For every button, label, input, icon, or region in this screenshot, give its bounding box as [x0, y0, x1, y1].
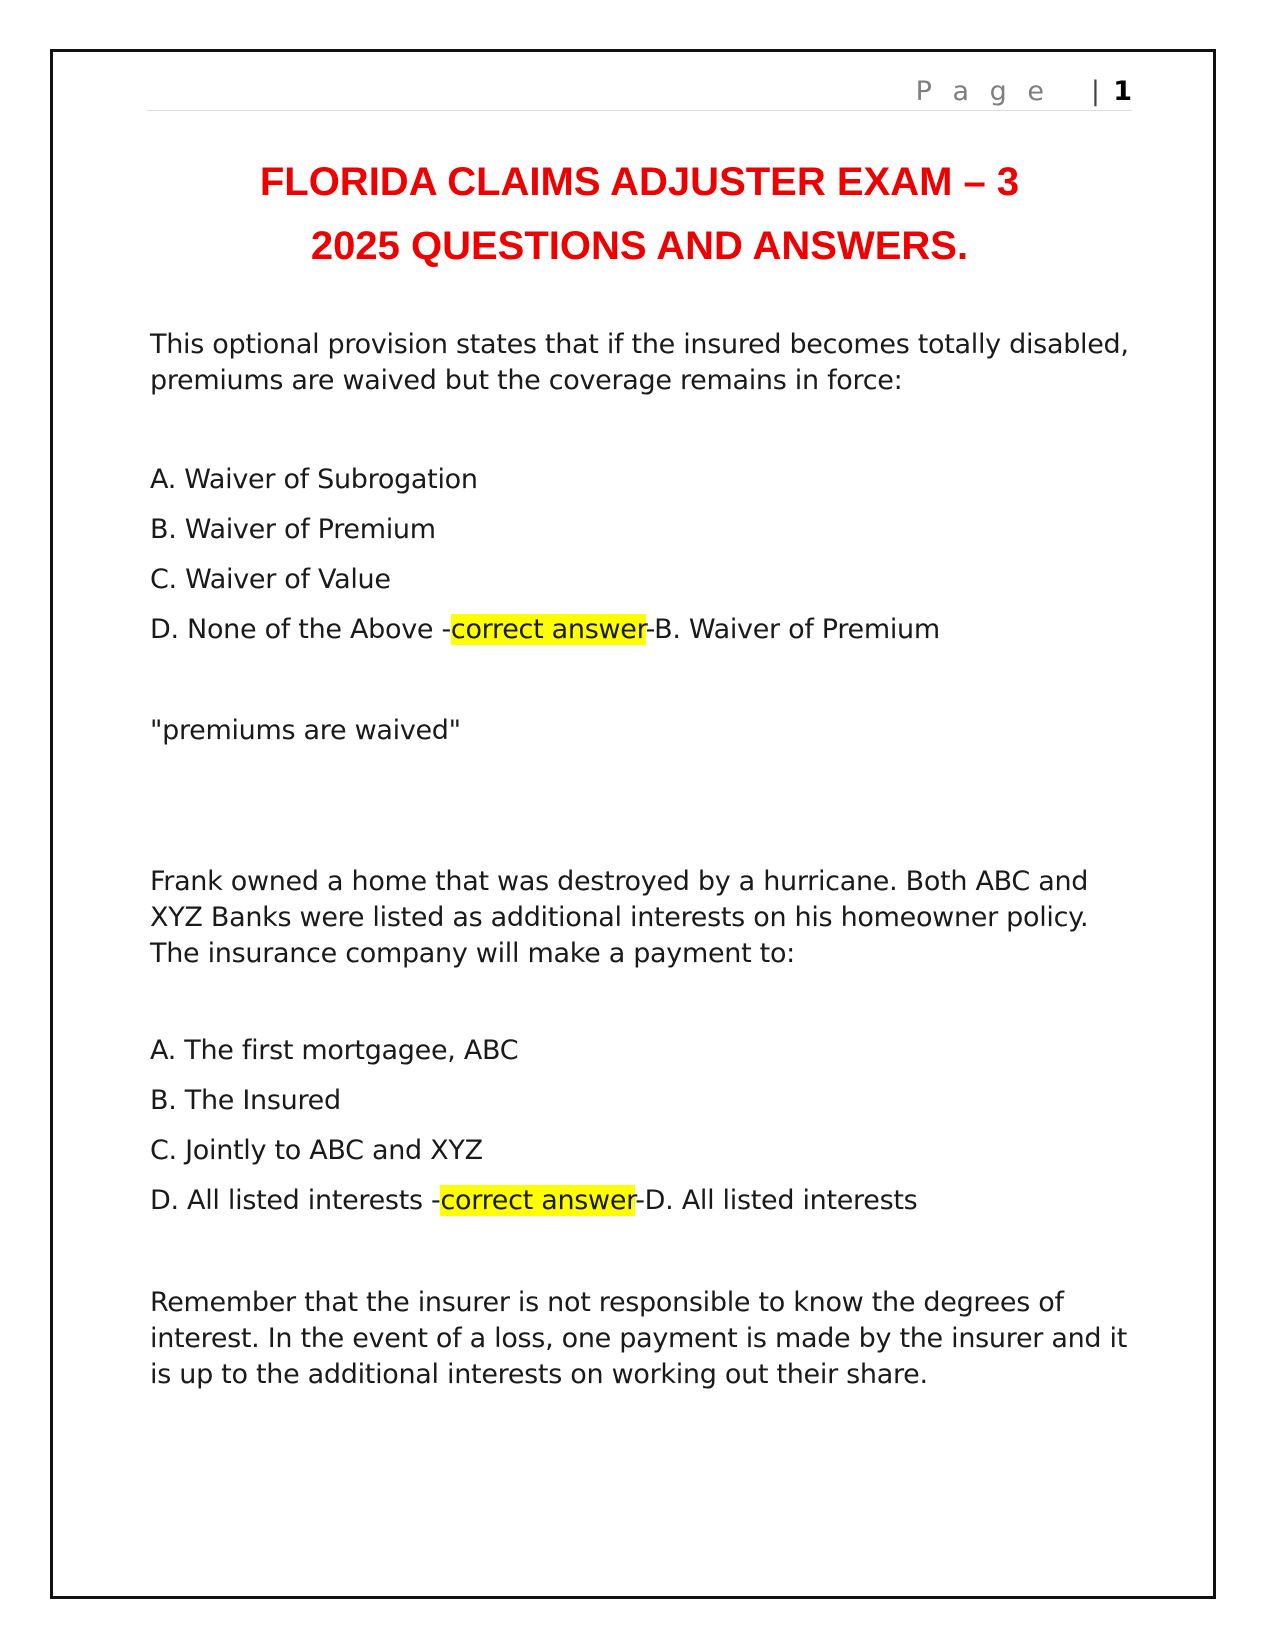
question-1-option-d — [150, 613, 940, 647]
question-2-option-a: A. The first mortgagee, ABC — [150, 1035, 519, 1066]
question-1-option-a: A. Waiver of Subrogation — [150, 464, 478, 495]
question-2-option-b: B. The Insured — [150, 1085, 341, 1116]
page-number: 1 — [1113, 76, 1132, 107]
page-separator: | — [1090, 76, 1100, 107]
question-2-option-d-prefix: D. All listed interests - — [150, 1185, 441, 1216]
page-header — [147, 76, 1132, 111]
title-line-1: FLORIDA CLAIMS ADJUSTER EXAM – 3 — [259, 160, 1020, 204]
question-2-correct-answer-highlight: correct answer — [440, 1185, 636, 1216]
question-2-explanation: Remember that the insurer is not responsible to know the degrees of interest. In the event of a loss, one payment is made by the insurer and it is up to the additional interests on working out their share. — [150, 1287, 1128, 1390]
question-1-option-c: C. Waiver of Value — [150, 564, 391, 595]
question-1-explanation: "premiums are waived" — [150, 715, 461, 746]
question-1-option-d-prefix: D. None of the Above - — [150, 614, 451, 645]
page-label: P a g e — [915, 76, 1050, 107]
title-line-2: 2025 QUESTIONS AND ANSWERS. — [310, 224, 969, 268]
document-title — [147, 150, 1132, 278]
question-1-option-d-suffix: -B. Waiver of Premium — [645, 614, 940, 645]
question-2-option-d-suffix: -D. All listed interests — [635, 1185, 918, 1216]
question-1-option-b: B. Waiver of Premium — [150, 514, 436, 545]
question-1-text: This optional provision states that if the insured becomes totally disabled, premiums are waived but the coverage remains in force: — [150, 329, 1129, 396]
question-2-option-d — [150, 1184, 917, 1218]
question-2-option-c: C. Jointly to ABC and XYZ — [150, 1135, 483, 1166]
question-2-text: Frank owned a home that was destroyed by a hurricane. Both ABC and XYZ Banks were listed as additional interests on his homeowner policy. The insurance company will make a payment to: — [150, 866, 1089, 969]
question-1-correct-answer-highlight: correct answer — [450, 614, 646, 645]
